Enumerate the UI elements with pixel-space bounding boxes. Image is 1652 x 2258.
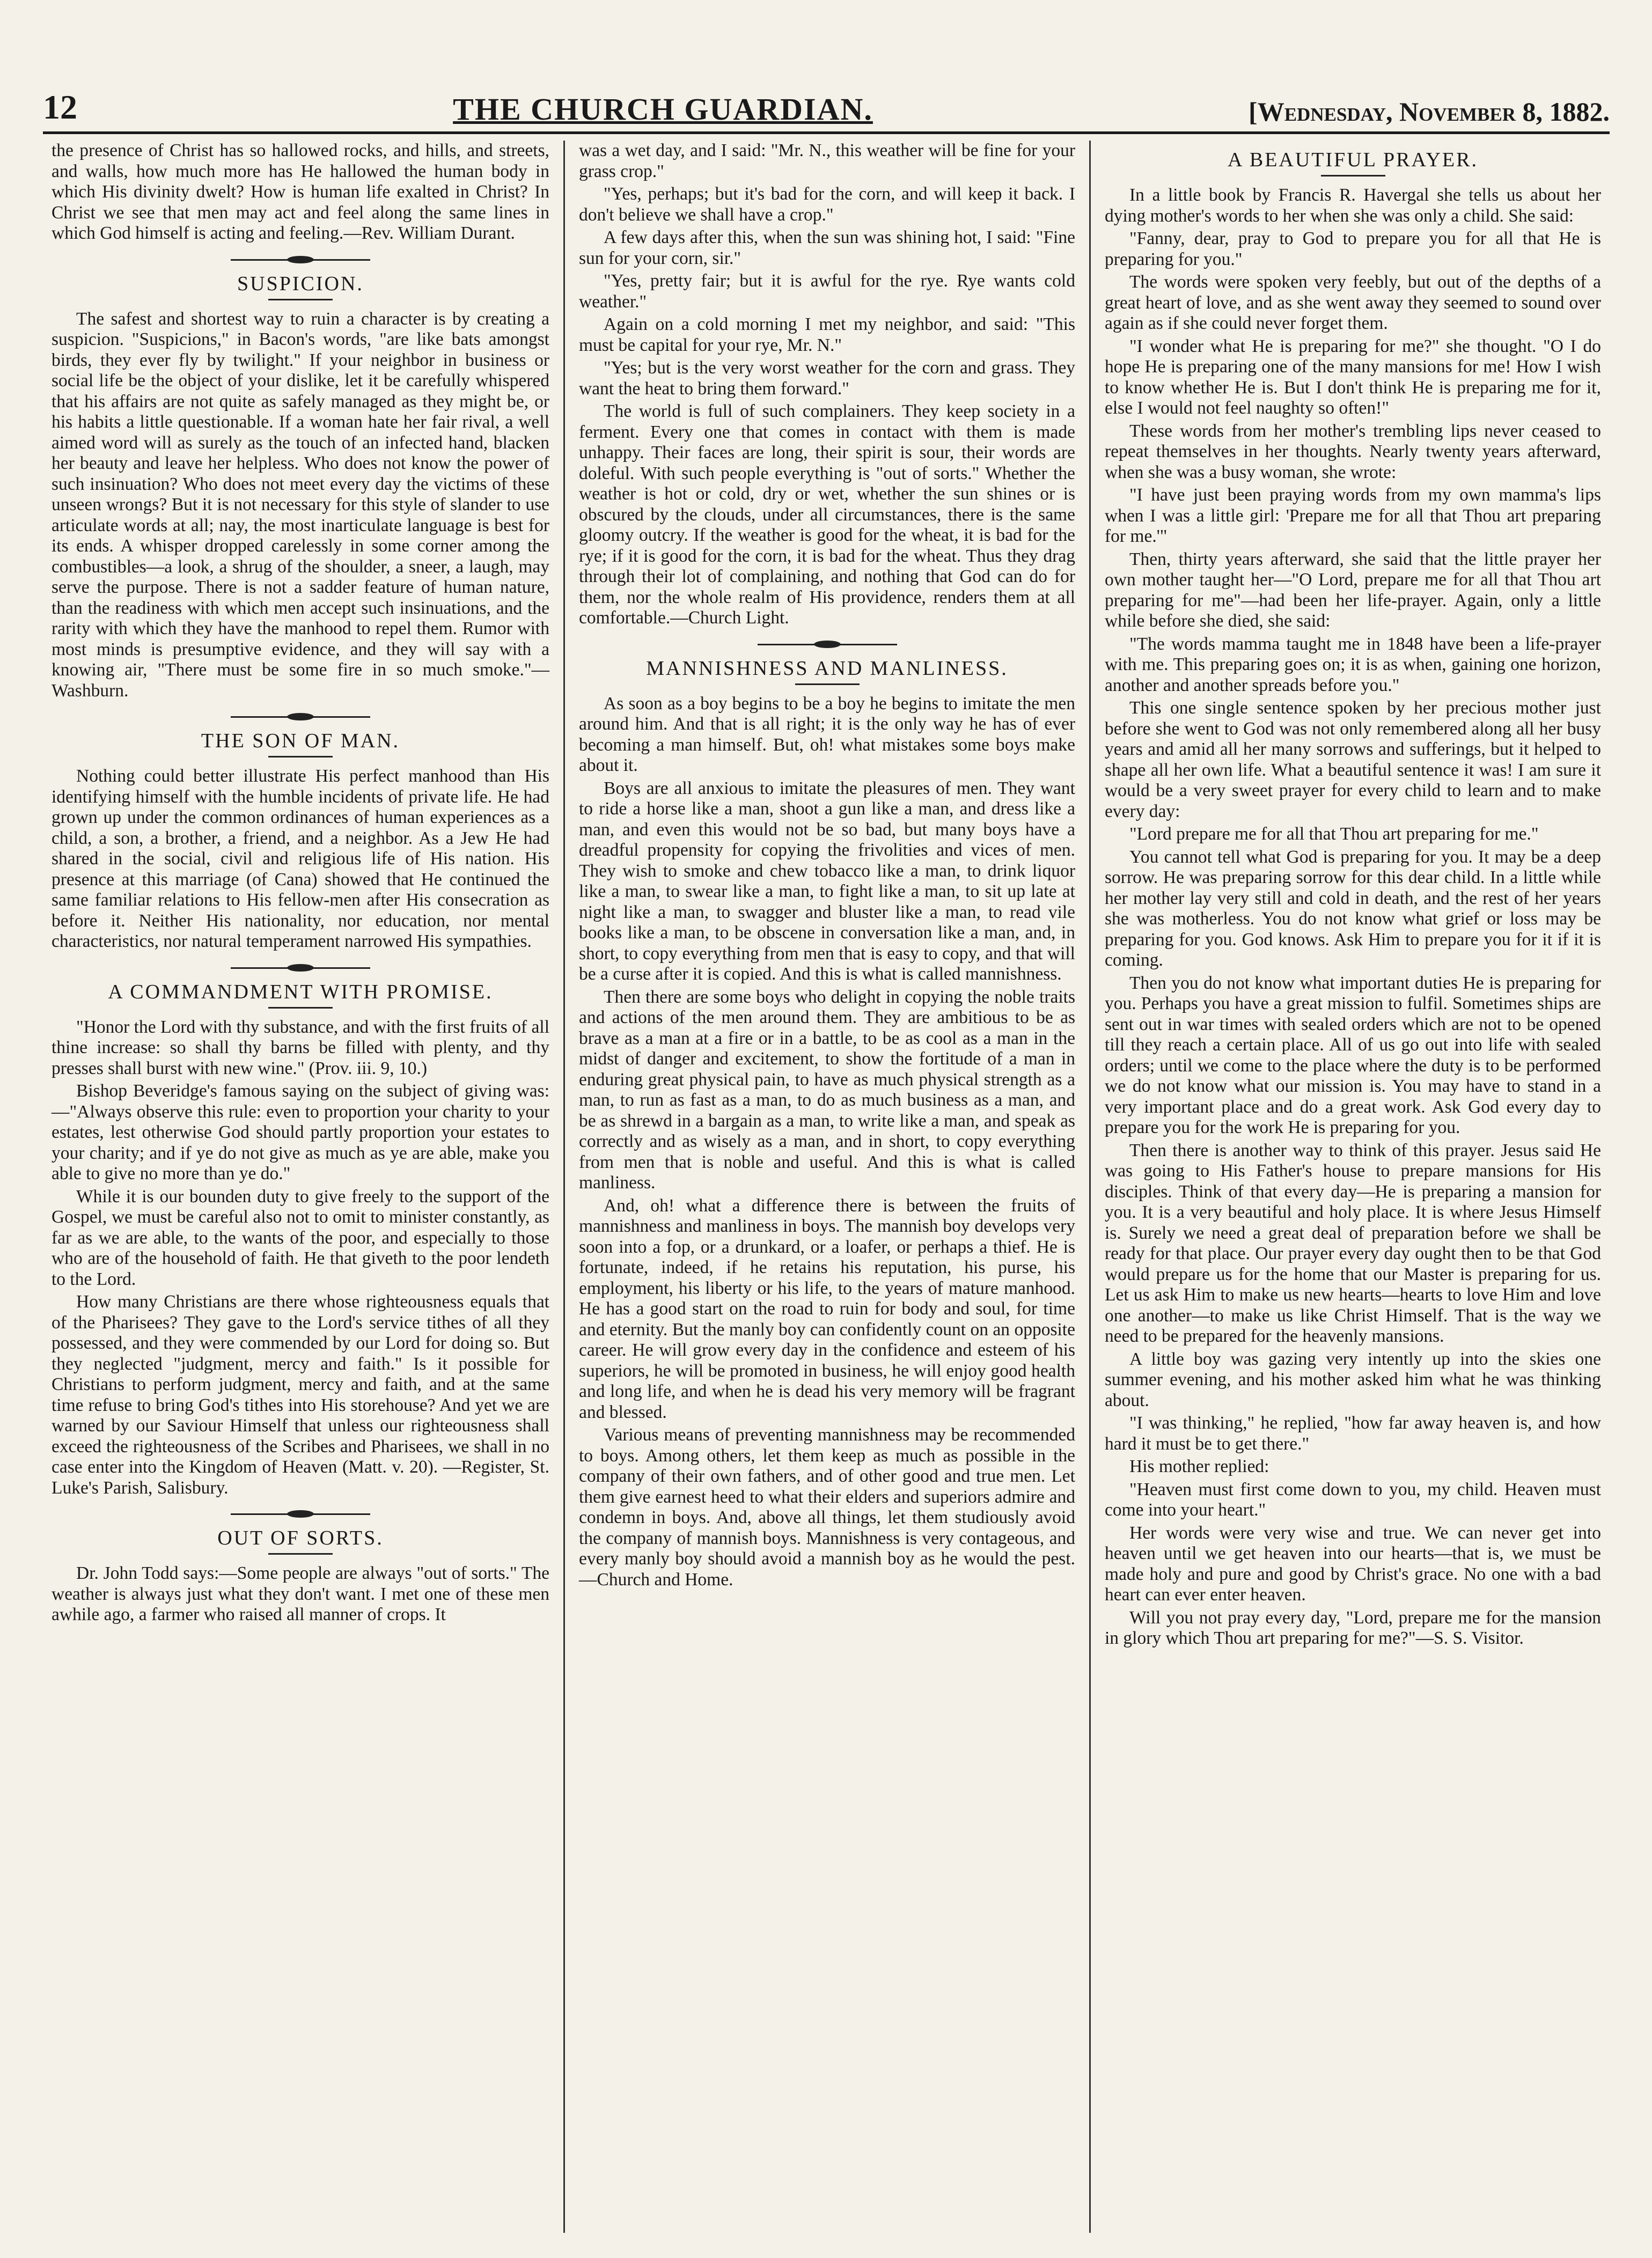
title-rule xyxy=(1321,175,1385,176)
masthead xyxy=(43,88,1610,134)
paragraph: How many Christians are there whose righteousness equals that of the Pharisees? They gave to the Lord's service tithes of all they possessed, and they were commended by our Lord for doing so. But they neglected "judgment, mercy and faith." Is it possible for Christians to perform judgment, mercy and faith, and at the same time refuse to bring God's tithes into His storehouse? And yet we are warned by our Saviour Himself that unless our righteousness shall exceed the righteousness of the Scribes and Pharisees, we shall in no case enter into the Kingdom of Heaven (Matt. v. 20). —Register, St. Luke's Parish, Salisbury. xyxy=(52,1292,549,1498)
article-title-prayer: A BEAUTIFUL PRAYER. xyxy=(1228,149,1478,171)
article-title-out-of-sorts: OUT OF SORTS. xyxy=(217,1527,384,1549)
paragraph: Boys are all anxious to imitate the pleasures of men. They want to ride a horse like a man, shoot a gun like a man, and dress like a man, and even this would not be so bad, but many boys have a dreadful propensity for copying the frivolities and vices of men. They wish to smoke and chew tobacco like a man, to drink liquor like a man, to swear like a man, to fight like a man, to sit up late at night like a man, to swagger and bluster like a man, to read vile books like a man, to be obscene in conversation like a man, and, in short, to copy everything from men that is easy to copy, and that will be a curse after it is copied. And this is what is called mannishness. xyxy=(579,778,1075,984)
paragraph: "Fanny, dear, pray to God to prepare you for all that He is preparing for you." xyxy=(1105,229,1601,269)
paragraph: Nothing could better illustrate His perfect manhood than His identifying himself with the humble incidents of private life. He had grown up under the common ordinances of human experiences as a child, a son, a brother, a friend, and a neighbor. As a Jew He had shared in the social, civil and religious life of His nation. His presence at this marriage (of Cana) showed that He continued the same familiar relations to His fellow-men after His consecration as before it. Neither His nationality, nor education, nor mental characteristics, nor natural temperament narrowed His sympathies. xyxy=(52,766,549,951)
column-1 xyxy=(38,141,563,2233)
paper-title: THE CHURCH GUARDIAN. xyxy=(453,92,873,127)
section-divider xyxy=(758,639,897,649)
paragraph: "Heaven must first come down to you, my child. Heaven must come into your heart." xyxy=(1105,1479,1601,1520)
paragraph: This one single sentence spoken by her precious mother just before she went to God was not only remembered along all her busy years and amid all her many sorrows and sufferings, but it helped to shape all her own life. What a beautiful sentence it was! I am sure it would be a very sweet prayer for every child to learn and to make every day: xyxy=(1105,698,1601,821)
issue-date: [Wednesday, November 8, 1882. xyxy=(1249,97,1610,127)
paragraph: These words from her mother's trembling lips never ceased to repeat themselves in her thoughts. Nearly twenty years afterward, when she was a busy woman, she wrote: xyxy=(1105,421,1601,482)
paragraph: The words were spoken very feebly, but out of the depths of a great heart of love, and as she went away they seemed to sound over again as if she could never forget them. xyxy=(1105,272,1601,333)
article-title-son-of-man: THE SON OF MAN. xyxy=(201,730,400,752)
paragraph: Will you not pray every day, "Lord, prepare me for the mansion in glory which Thou art preparing for me?"—S. S. Visitor. xyxy=(1105,1607,1601,1648)
paragraph: The world is full of such complainers. They keep society in a ferment. Every one that comes in contact with them is made unhappy. Their faces are long, their spirit is sour, their words are doleful. With such people everything is "out of sorts." Whether the weather is hot or cold, dry or wet, whether the sun shines or is obscured by the clouds, under all circumstances, there is the same gloomy outcry. If the weather is good for the wheat, it is bad for the rye; if it is good for the corn, it is bad for the wheat. Thus they drag through their lot of complaining, and nothing that God can do for them, nor the whole realm of His providence, renders them at all comfortable.—Church Light. xyxy=(579,401,1075,628)
article-intro xyxy=(52,141,549,244)
article-mannishness xyxy=(579,694,1075,1591)
paragraph: Then, thirty years afterward, she said that the little prayer her own mother taught her—"O Lord, prepare me for all that Thou art preparing for me"—had been her life-prayer. Again, only a little while before she died, she said: xyxy=(1105,549,1601,631)
paragraph: Bishop Beveridge's famous saying on the subject of giving was:—"Always observe this rule: even to proportion your charity to your estates, lest otherwise God should partly proportion your estates to your charity; and if ye do not give as much as ye are able, make you able to give no more than ye do." xyxy=(52,1081,549,1183)
title-rule xyxy=(268,756,333,757)
column-3 xyxy=(1089,141,1615,2233)
article-title-commandment: A COMMANDMENT WITH PROMISE. xyxy=(108,980,493,1003)
paragraph: Then there are some boys who delight in copying the noble traits and actions of the men around them. They are ambitious to be as brave as a man at a fire or in a battle, to be as cool as a man in the midst of danger and excitement, to show the fortitude of a man in enduring great physical pain, to have as much physical strength as a man, to run as fast as a man, to do as much business as a man, and be as shrewd in a bargain as a man, to write like a man, and speak as correctly and as wisely as a man, and in short, to copy everything from men that is noble and useful. And this is what is called manliness. xyxy=(579,987,1075,1193)
paragraph: A few days after this, when the sun was shining hot, I said: "Fine sun for your corn, sir." xyxy=(579,227,1075,268)
title-rule xyxy=(795,683,860,685)
paragraph: Again on a cold morning I met my neighbor, and said: "This must be capital for your rye, Mr. N." xyxy=(579,314,1075,355)
paragraph: the presence of Christ has so hallowed rocks, and hills, and streets, and walls, how much more has He hallowed the human body in which His divinity dwelt? How is human life exalted in Christ? In Christ we see that men may act and feel along the same lines in which God himself is acting and feeling.—Rev. William Durant. xyxy=(52,141,549,243)
paragraph: "Yes, perhaps; but it's bad for the corn, and will keep it back. I don't believe we shall have a crop." xyxy=(579,184,1075,225)
section-divider xyxy=(231,1509,370,1519)
paragraph: "I wonder what He is preparing for me?" she thought. "O I do hope He is preparing one of the many mansions for me! How I wish to know whether He is. But I don't think He is preparing me for it, else I would not feel naughty so often!" xyxy=(1105,336,1601,418)
paragraph: His mother replied: xyxy=(1129,1457,1269,1476)
paragraph: A little boy was gazing very intently up into the skies one summer evening, and his mother asked him what he was thinking about. xyxy=(1105,1349,1601,1410)
paragraph: While it is our bounden duty to give freely to the support of the Gospel, we must be careful also not to omit to minister constantly, as far as we are able, to the wants of the poor, and especially to those who are of the household of faith. He that giveth to the poor lendeth to the Lord. xyxy=(52,1186,549,1289)
title-rule xyxy=(268,1553,333,1555)
paragraph: Then you do not know what important duties He is preparing for you. Perhaps you have a great mission to fulfil. Sometimes ships are sent out in war times with sealed orders which are not to be opened till they reach a certain place. All of us go out into life with sealed orders; until we come to the place where the duty is to be performed we do not know what our mission is. You may have to stand in a very important place and do a great work. Ask God every day to prepare you for the work He is preparing for you. xyxy=(1105,973,1601,1137)
article-title-suspicion: SUSPICION. xyxy=(237,272,364,295)
article-son-of-man xyxy=(52,766,549,952)
article-out-of-sorts-continued xyxy=(579,141,1075,629)
paragraph: Dr. John Todd says:—Some people are always "out of sorts." The weather is always just what they don't want. I met one of these men awhile ago, a farmer who raised all manner of crops. It xyxy=(52,1563,549,1624)
article-commandment xyxy=(52,1017,549,1499)
paragraph: The safest and shortest way to ruin a character is by creating a suspicion. "Suspicions," in Bacon's words, "are like bats amongst birds, they ever fly by twilight." If your neighbor in business or social life be the object of your dislike, let it be carefully whispered that his affairs are not quite as safely managed as they might be, or his habits a little questionable. If a woman hate her fair rival, a well aimed word will as surely as the touch of an infected hand, blacken her beauty and leave her helpless. Who does not know the power of such insinuation? Who does not meet every day the victims of these unseen wrongs? But it is not necessary for this style of slander to use articulate words at all; nay, the most inarticulate language is best for its ends. A whisper dropped carelessly in some corner among the combustibles—a look, a shrug of the shoulder, a sneer, a laugh, may serve the purpose. There is not a sadder feature of human nature, than the readiness with which men accept such insinuations, and the rarity with which they have the manhood to repel them. Rumor with most minds is presumptive evidence, and they will say with a knowing air, "There must be some fire in so much smoke."—Washburn. xyxy=(52,308,549,701)
paragraph: Various means of preventing mannishness may be recommended to boys. Among others, let them keep as much as possible in the company of their own fathers, and of other good and true men. Let them give earnest heed to what their elders and superiors admire and condemn in boys. And, above all things, let them studiously avoid the company of mannish boys. Mannishness is very contageous, and every manly boy should avoid a mannish boy as he would the pest.—Church and Home. xyxy=(579,1425,1075,1590)
paragraph: "Lord prepare me for all that Thou art preparing for me." xyxy=(1129,824,1539,844)
title-rule xyxy=(268,299,333,300)
page-number: 12 xyxy=(43,88,77,126)
section-divider xyxy=(231,255,370,264)
paragraph: As soon as a boy begins to be a boy he begins to imitate the men around him. And that is all right; it is the only way he has of ever becoming a man himself. But, oh! what mistakes some boys make about it. xyxy=(579,693,1075,775)
paragraph: was a wet day, and I said: "Mr. N., this weather will be fine for your grass crop." xyxy=(579,141,1075,181)
article-title-mannishness: MANNISHNESS AND MANLINESS. xyxy=(646,657,1008,680)
paragraph: "Honor the Lord with thy substance, and with the first fruits of all thine increase: so shall thy barns be filled with plenty, and thy presses shall burst with new wine." (Prov. iii. 9, 10.) xyxy=(52,1017,549,1078)
title-rule xyxy=(268,1007,333,1009)
section-divider xyxy=(231,963,370,973)
paragraph: "Yes; but is the very worst weather for the corn and grass. They want the heat to bring them forward." xyxy=(579,358,1075,399)
paragraph: In a little book by Francis R. Havergal she tells us about her dying mother's words to her when she was only a child. She said: xyxy=(1105,185,1601,226)
article-suspicion xyxy=(52,309,549,702)
paragraph: "The words mamma taught me in 1848 have been a life-prayer with me. This preparing goes on; it is as when, gaining one horizon, another and another spreads before you." xyxy=(1105,634,1601,695)
paragraph: "Yes, pretty fair; but it is awful for the rye. Rye wants cold weather." xyxy=(579,271,1075,312)
article-beautiful-prayer xyxy=(1105,185,1601,1649)
paragraph: And, oh! what a difference there is between the fruits of mannishness and manliness in boys. The mannish boy develops very soon into a fop, or a drunkard, or a loafer, or perhaps a thief. He is fortunate, indeed, if he retains his reputation, his purse, his employment, his liberty or his life, to the years of mature manhood. He has a good start on the road to ruin for body and soul, for time and eternity. But the manly boy can confidently count on an opposite career. He will grow every day in the confidence and esteem of his superiors, he will be promoted in business, he will enjoy good health and long life, and when he is dead his very memory will be fragrant and blessed. xyxy=(579,1195,1075,1422)
paragraph: Her words were very wise and true. We can never get into heaven until we get heaven into our hearts—that is, we must be made holy and pure and good by Christ's grace. No one with a bad heart can ever enter heaven. xyxy=(1105,1523,1601,1605)
paragraph: Then there is another way to think of this prayer. Jesus said He was going to His Father's house to prepare mansions for His disciples. Think of that every day—He is preparing a mansion for you. It is a very beautiful and holy place. It is where Jesus Himself is. Surely we need a great deal of preparation before we shall be ready for that place. Our prayer every day ought then to be that God would prepare us for the home that our Master is preparing for us. Let us ask Him to make us new hearts—hearts to love Him and love one another—to make us like Christ Himself. That is the way we need to be prepared for the heavenly mansions. xyxy=(1105,1140,1601,1346)
paragraph: "I was thinking," he replied, "how far away heaven is, and how hard it must be to get there." xyxy=(1105,1413,1601,1454)
text-columns xyxy=(38,141,1615,2233)
paragraph: "I have just been praying words from my own mamma's lips when I was a little girl: 'Prepare me for all that Thou art preparing for me.'" xyxy=(1105,485,1601,546)
column-2 xyxy=(563,141,1089,2233)
paragraph: You cannot tell what God is preparing for you. It may be a deep sorrow. He was preparing sorrow for this dear child. In a little while her mother lay very still and cold in death, and the rest of her years she was motherless. You do not know what grief or loss may be preparing for you. God knows. Ask Him to prepare you for it if it is coming. xyxy=(1105,847,1601,970)
section-divider xyxy=(231,712,370,722)
article-out-of-sorts xyxy=(52,1563,549,1626)
